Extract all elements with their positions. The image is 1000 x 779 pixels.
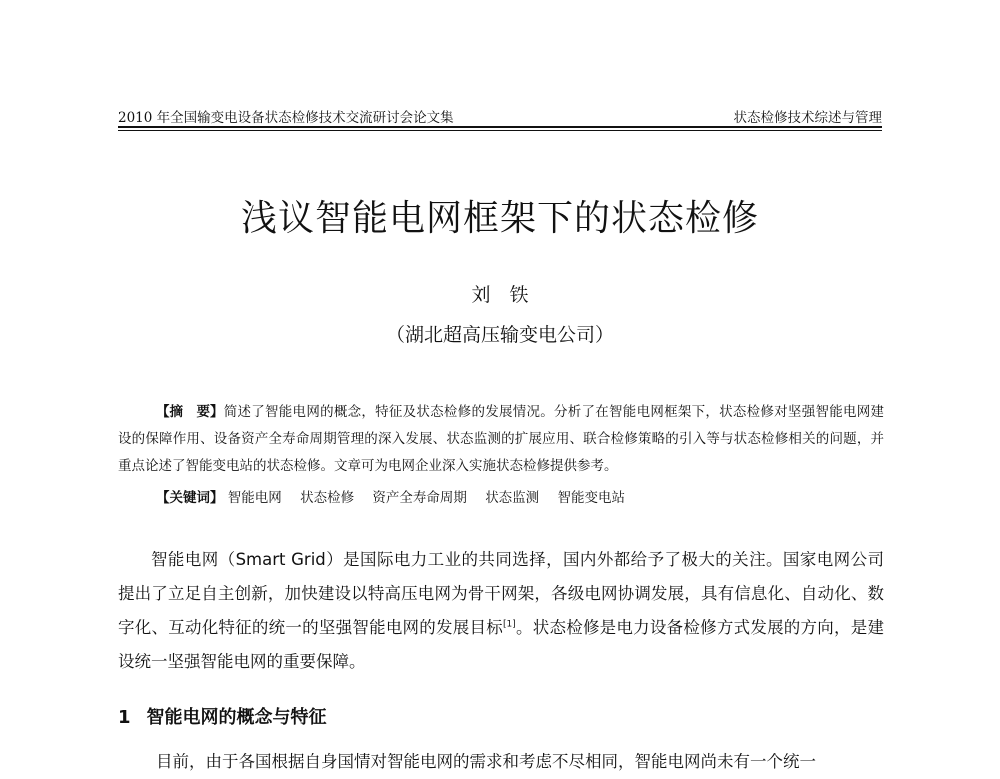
header-proceedings-title: 2010 年全国输变电设备状态检修技术交流研讨会论文集 (118, 110, 454, 126)
keyword-item: 智能变电站 (557, 490, 625, 506)
header-section-name: 状态检修技术综述与管理 (733, 110, 882, 126)
abstract-text: 简述了智能电网的概念，特征及状态检修的发展情况。分析了在智能电网框架下，状态检修对坚强智能电网建设的保障作用、设备资产全寿命周期管理的深入发展、状态监测的扩展应用、联合检修策略的引入等与状态检修相关的问题，并重点论述了智能变电站的状态检修。文章可为电网企业深入实施状态检修提供参考。 (118, 404, 884, 474)
paper-title: 浅议智能电网框架下的状态检修 (240, 198, 759, 239)
intro-paragraph (118, 543, 884, 679)
keywords-label: 【关键词】 (156, 490, 224, 506)
abstract-label: 【摘 要】 (156, 404, 224, 420)
keyword-item: 资产全寿命周期 (372, 490, 467, 506)
abstract (118, 399, 884, 480)
author-name: 刘 铁 (471, 284, 529, 306)
keyword-item: 状态检修 (300, 490, 355, 506)
section-first-line: 目前，由于各国根据自身国情对智能电网的需求和考虑不尽相同，智能电网尚未有一个统一 (156, 752, 816, 771)
intro-text: 智能电网（Smart Grid）是国际电力工业的共同选择，国内外都给予了极大的关注。国家电网公司提出了立足自主创新，加快建设以特高压电网为骨干网架，各级电网协调发展，具有信息化、自动化、数字化、互动化特征的统一的坚强智能电网的发展目标 (118, 550, 884, 637)
section-number: 1 (118, 707, 131, 728)
intro-text-cont: 。状态检修是电力设备检修方式发展的方向，是建设统一坚强智能电网的重要保障。 (118, 618, 885, 671)
running-header (118, 104, 882, 126)
citation-ref: [1] (503, 619, 516, 630)
section-title: 智能电网的概念与特征 (146, 707, 327, 728)
author-affiliation: （湖北超高压输变电公司） (385, 324, 614, 346)
keyword-item: 智能电网 (227, 490, 282, 506)
keywords (156, 485, 884, 512)
keyword-item: 状态监测 (485, 490, 540, 506)
section-heading (118, 703, 327, 729)
header-rule-thick (118, 126, 882, 128)
header-rule-thin (118, 130, 882, 131)
